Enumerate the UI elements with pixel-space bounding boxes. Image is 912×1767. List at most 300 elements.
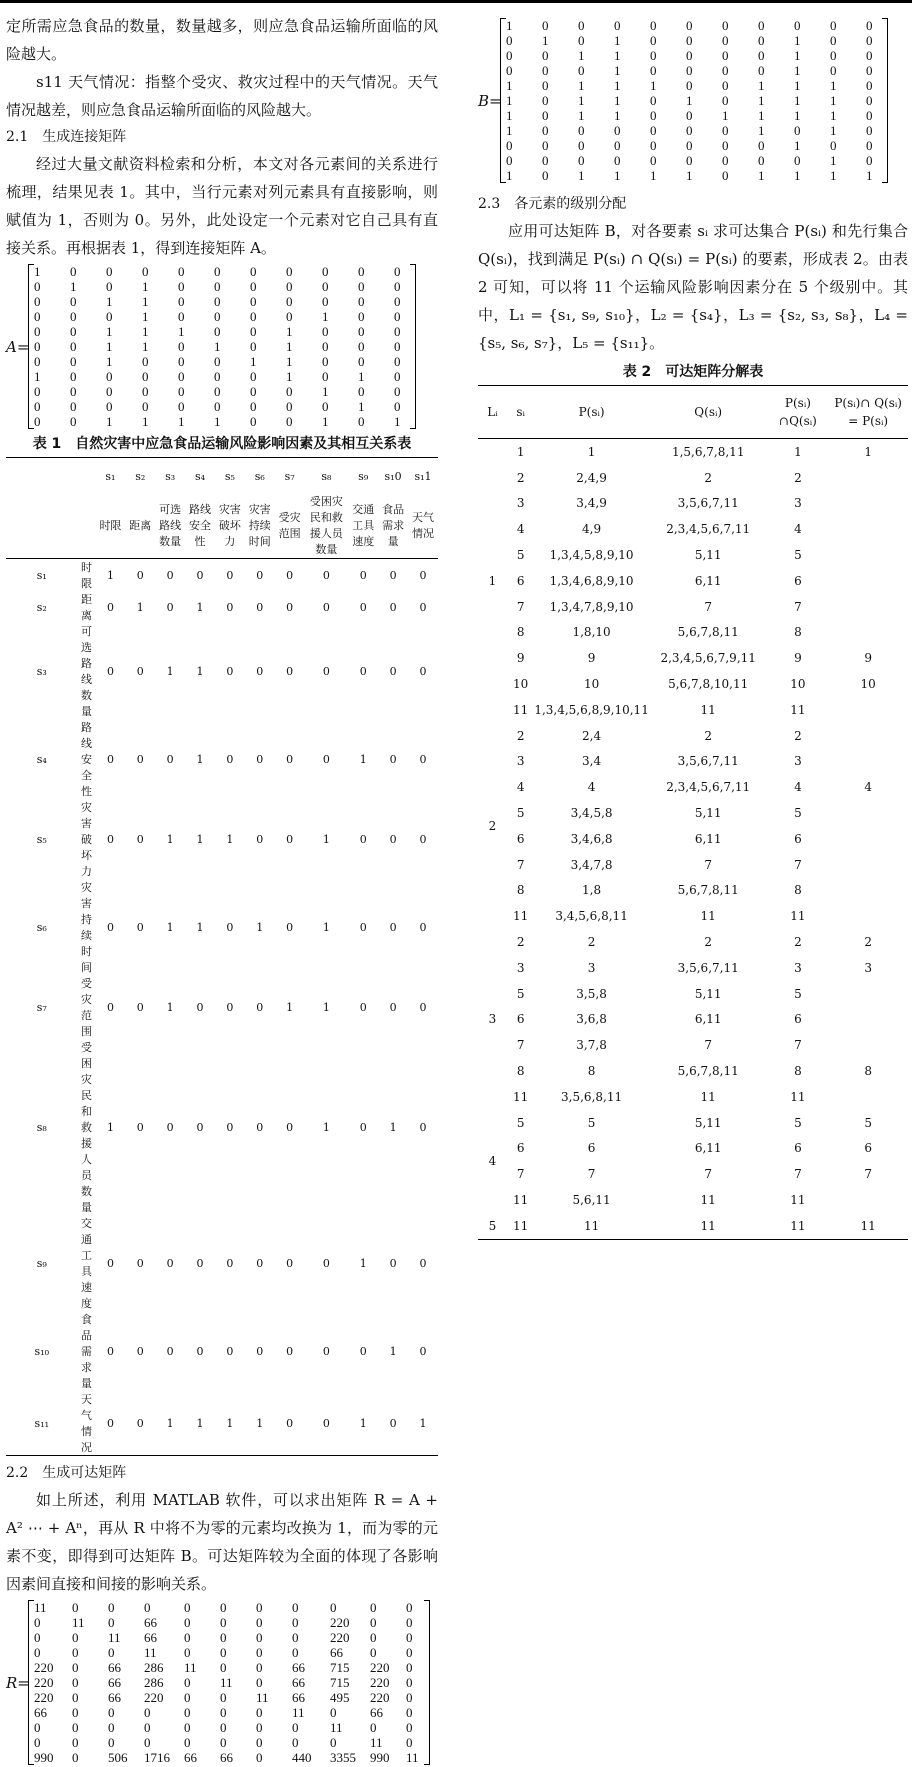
table2-header-cell: Q(sᵢ) [649, 386, 768, 439]
matrix-cell: 0 [250, 309, 257, 324]
table-cell: 0 [389, 920, 397, 934]
matrix-cell: 1 [614, 33, 621, 48]
table-cell: 0 [106, 600, 114, 614]
matrix-cell: 0 [686, 78, 693, 93]
table-row [478, 800, 908, 826]
table-row [478, 749, 908, 775]
table-cell: 4 [516, 780, 525, 795]
table-cell [828, 1084, 908, 1110]
table-cell: 0 [196, 1120, 204, 1134]
table-row [6, 879, 438, 975]
matrix-cell: 1 [830, 153, 837, 168]
table-row [478, 1161, 908, 1187]
matrix-cell: 0 [286, 309, 293, 324]
table-cell: 0 [166, 752, 174, 766]
table-cell [828, 542, 908, 568]
table-cell: 9 [794, 651, 802, 666]
matrix-cell: 0 [614, 138, 621, 153]
table-cell: 5,6,7,8,11 [677, 1064, 739, 1079]
table-cell [828, 903, 908, 929]
table-row [478, 671, 908, 697]
table-row [478, 826, 908, 852]
matrix-cell: 0 [178, 369, 185, 384]
matrix-cell: 0 [686, 18, 693, 33]
matrix-cell: 0 [72, 1630, 79, 1645]
matrix-cell: 506 [108, 1750, 128, 1765]
table-cell: 0 [106, 920, 114, 934]
table-cell: 8 [864, 1064, 872, 1079]
matrix-cell: 0 [358, 414, 365, 429]
matrix-cell: 0 [686, 123, 693, 138]
table1-col-code: s₆ [245, 458, 275, 495]
matrix-cell: 0 [506, 138, 513, 153]
level-cell: 5 [488, 1218, 497, 1233]
matrix-b-bracket [500, 18, 888, 183]
row-name: 时限 [81, 561, 93, 590]
table-cell: 6 [516, 1012, 525, 1027]
matrix-cell: 1 [542, 33, 549, 48]
table-cell: 1 [196, 664, 204, 678]
table-cell: 3,4,5,8 [570, 806, 613, 821]
matrix-cell: 0 [866, 78, 873, 93]
matrix-cell: 1 [106, 324, 113, 339]
matrix-cell: 66 [34, 1705, 47, 1720]
table-cell [828, 620, 908, 646]
matrix-cell: 0 [178, 354, 185, 369]
matrix-cell: 0 [220, 1645, 227, 1660]
matrix-cell: 1 [758, 78, 765, 93]
matrix-row [34, 1690, 424, 1705]
matrix-cell: 66 [330, 1645, 343, 1660]
row-name: 受灾范围 [81, 977, 93, 1038]
table-cell: 11 [513, 702, 529, 717]
matrix-cell: 0 [722, 123, 729, 138]
table-cell [828, 594, 908, 620]
table-cell: 0 [106, 832, 114, 846]
table-cell: 0 [359, 920, 367, 934]
table-cell: 5 [794, 806, 802, 821]
table-cell: 1 [256, 1416, 264, 1430]
matrix-cell: 0 [394, 339, 401, 354]
matrix-cell: 0 [358, 309, 365, 324]
table-row [6, 1391, 438, 1456]
table-cell: 7 [516, 599, 525, 614]
matrix-cell: 0 [614, 153, 621, 168]
matrix-cell: 1 [214, 339, 221, 354]
table-cell: 1 [196, 1416, 204, 1430]
matrix-cell: 1 [794, 48, 801, 63]
matrix-cell: 66 [370, 1705, 383, 1720]
table1-col-code: s₁0 [378, 458, 408, 495]
matrix-cell: 0 [220, 1600, 227, 1615]
matrix-cell: 0 [406, 1600, 413, 1615]
matrix-cell: 0 [108, 1615, 115, 1630]
table-cell: 0 [226, 600, 234, 614]
table-cell: 0 [106, 1000, 114, 1014]
matrix-cell: 0 [394, 279, 401, 294]
table-cell: 0 [166, 600, 174, 614]
matrix-cell: 1 [506, 168, 513, 183]
table-cell: 2 [794, 728, 802, 743]
matrix-row [34, 354, 410, 369]
matrix-cell: 0 [578, 138, 585, 153]
table-row [478, 1032, 908, 1058]
table1-col-code: s₃ [155, 458, 185, 495]
row-code: s₄ [36, 752, 47, 766]
matrix-cell: 0 [794, 123, 801, 138]
matrix-cell: 1 [322, 384, 329, 399]
matrix-cell: 0 [286, 384, 293, 399]
table-cell: 9 [864, 651, 872, 666]
matrix-cell: 0 [184, 1675, 191, 1690]
matrix-cell: 0 [322, 369, 329, 384]
row-code: s₉ [36, 1256, 47, 1270]
table-cell: 1 [322, 832, 330, 846]
table-cell: 11 [700, 909, 716, 924]
table1-col-name: 时限 [96, 494, 126, 559]
table-cell: 5,6,11 [572, 1193, 611, 1207]
table-cell: 0 [136, 1344, 144, 1358]
matrix-cell: 0 [370, 1645, 377, 1660]
matrix-cell: 11 [72, 1615, 85, 1630]
table-cell: 0 [256, 1344, 264, 1358]
matrix-cell: 0 [214, 279, 221, 294]
table-cell: 1 [196, 600, 204, 614]
table-cell: 0 [106, 752, 114, 766]
matrix-cell: 66 [108, 1675, 121, 1690]
matrix-cell: 0 [578, 63, 585, 78]
matrix-cell: 0 [250, 399, 257, 414]
matrix-cell: 1 [506, 93, 513, 108]
table-cell: 11 [700, 702, 716, 717]
table-cell: 0 [322, 600, 330, 614]
table-cell: 1,5,6,7,8,11 [671, 444, 745, 459]
matrix-cell: 0 [286, 414, 293, 429]
matrix-cell: 0 [178, 339, 185, 354]
table-cell: 6 [794, 573, 802, 588]
matrix-cell: 0 [578, 18, 585, 33]
matrix-cell: 0 [406, 1675, 413, 1690]
matrix-cell: 220 [34, 1675, 54, 1690]
table-cell: 2,3,4,5,6,7,9,11 [660, 651, 756, 666]
matrix-cell: 0 [686, 48, 693, 63]
matrix-cell: 0 [292, 1600, 299, 1615]
table-cell: 0 [389, 600, 397, 614]
matrix-cell: 1 [830, 93, 837, 108]
matrix-cell: 1 [794, 108, 801, 123]
table-cell: 0 [226, 1000, 234, 1014]
matrix-cell: 0 [214, 369, 221, 384]
matrix-cell: 1 [286, 339, 293, 354]
table-row [478, 465, 908, 491]
matrix-cell: 0 [250, 294, 257, 309]
table-cell: 0 [196, 1000, 204, 1014]
matrix-cell: 1 [106, 414, 113, 429]
matrix-cell: 0 [578, 123, 585, 138]
matrix-cell: 1 [650, 78, 657, 93]
matrix-cell: 0 [794, 153, 801, 168]
matrix-cell: 0 [256, 1735, 263, 1750]
matrix-cell: 0 [292, 1720, 299, 1735]
table-cell: 0 [286, 664, 294, 678]
table-cell: 5 [794, 986, 802, 1001]
matrix-cell: 0 [144, 1705, 151, 1720]
table-cell: 6 [516, 831, 525, 846]
matrix-row [506, 138, 882, 153]
table-cell: 0 [286, 1120, 294, 1134]
table-cell: 8 [587, 1064, 596, 1079]
matrix-b-grid [506, 18, 882, 183]
matrix-cell: 0 [406, 1720, 413, 1735]
row-name: 可选路线数量 [81, 625, 93, 718]
matrix-cell: 0 [34, 1645, 41, 1660]
matrix-cell: 1 [142, 339, 149, 354]
matrix-cell: 220 [330, 1630, 350, 1645]
table-cell: 0 [226, 664, 234, 678]
table-cell: 0 [136, 1416, 144, 1430]
matrix-cell: 1 [794, 138, 801, 153]
table-cell: 0 [389, 664, 397, 678]
matrix-cell: 0 [330, 1735, 337, 1750]
matrix-cell: 66 [144, 1630, 157, 1645]
table-cell: 0 [322, 1344, 330, 1358]
matrix-cell: 1 [578, 93, 585, 108]
matrix-cell: 0 [866, 18, 873, 33]
matrix-cell: 0 [406, 1690, 413, 1705]
table-cell: 0 [389, 1416, 397, 1430]
matrix-row [34, 1705, 424, 1720]
table-cell: 0 [196, 1256, 204, 1270]
table-cell: 1,3,4,7,8,9,10 [549, 599, 634, 614]
matrix-cell: 0 [650, 123, 657, 138]
matrix-cell: 0 [358, 354, 365, 369]
table-cell: 11 [790, 909, 806, 924]
matrix-cell: 0 [866, 108, 873, 123]
matrix-cell: 0 [34, 279, 41, 294]
matrix-cell: 0 [542, 123, 549, 138]
table-cell [828, 826, 908, 852]
matrix-cell: 0 [250, 324, 257, 339]
matrix-cell: 0 [650, 48, 657, 63]
table-cell [828, 981, 908, 1007]
matrix-cell: 0 [72, 1600, 79, 1615]
matrix-cell: 0 [406, 1615, 413, 1630]
table-cell: 5 [516, 806, 525, 821]
table-cell: 1,8,10 [572, 625, 611, 640]
matrix-cell: 0 [866, 63, 873, 78]
matrix-cell: 11 [256, 1690, 269, 1705]
matrix-cell: 0 [250, 384, 257, 399]
table-cell: 3 [516, 960, 525, 975]
matrix-cell: 1 [34, 369, 41, 384]
matrix-cell: 0 [650, 18, 657, 33]
table1-col-name: 路线安全性 [185, 494, 215, 559]
row-name: 交通工具速度 [81, 1217, 93, 1310]
table-cell: 3,7,8 [576, 1038, 607, 1053]
matrix-cell: 11 [406, 1750, 419, 1765]
table1-col-code: s₄ [185, 458, 215, 495]
matrix-cell: 0 [184, 1735, 191, 1750]
matrix-cell: 1 [394, 414, 401, 429]
matrix-cell: 1 [506, 78, 513, 93]
table-cell: 0 [226, 752, 234, 766]
matrix-cell: 0 [178, 309, 185, 324]
matrix-cell: 0 [330, 1600, 337, 1615]
matrix-cell: 0 [370, 1720, 377, 1735]
table-cell: 1 [389, 1120, 397, 1134]
table-cell: 7 [794, 599, 802, 614]
row-code: s₈ [36, 1120, 47, 1134]
table-row [6, 623, 438, 719]
table-cell: 0 [389, 832, 397, 846]
matrix-cell: 0 [144, 1735, 151, 1750]
table-cell: 4 [516, 522, 525, 537]
table-cell [828, 491, 908, 517]
matrix-cell: 0 [256, 1630, 263, 1645]
row-name: 路线安全性 [81, 721, 93, 798]
matrix-a-bracket [28, 264, 416, 429]
matrix-cell: 0 [866, 48, 873, 63]
matrix-row [34, 1675, 424, 1690]
matrix-cell: 1 [322, 414, 329, 429]
matrix-cell: 0 [542, 138, 549, 153]
table1-col-name: 灾害破坏力 [215, 494, 245, 559]
matrix-cell: 1 [142, 279, 149, 294]
matrix-a-grid [34, 264, 410, 429]
table-cell: 0 [136, 832, 144, 846]
matrix-cell: 0 [34, 309, 41, 324]
matrix-row [34, 339, 410, 354]
paragraph-level-assignment: 应用可达矩阵 B，对各要素 sᵢ 求可达集合 P(sᵢ) 和先行集合 Q(sᵢ)，找到满足 P(sᵢ) ∩ Q(sᵢ) = P(sᵢ) 的要素，形成表 2。由表 2 可知，可以将 11 个运输风险影响因素分在 5 个级别中。其中，L₁ = {s₁, s₉, s₁₀}，L₂ = {s₄}，L₃ = {s₂, s₃, s₈}，L₄ = {s₅, s₆, s₇}，L₅ = {s₁₁}。 [478, 222, 908, 352]
matrix-cell: 0 [34, 1720, 41, 1735]
table-cell: 2 [704, 470, 713, 485]
section-heading-2-2: 2.2 生成可达矩阵 [6, 1465, 127, 1481]
matrix-cell: 0 [686, 63, 693, 78]
matrix-cell: 1 [758, 108, 765, 123]
matrix-cell: 0 [322, 294, 329, 309]
matrix-cell: 0 [72, 1735, 79, 1750]
table-cell: 0 [419, 568, 427, 582]
matrix-cell: 66 [292, 1675, 305, 1690]
matrix-cell: 0 [70, 369, 77, 384]
table-cell: 1 [166, 1000, 174, 1014]
matrix-cell: 0 [34, 1630, 41, 1645]
table-cell: 3 [587, 960, 596, 975]
matrix-cell: 0 [214, 399, 221, 414]
row-code: s₁₁ [34, 1416, 50, 1430]
matrix-cell: 0 [184, 1645, 191, 1660]
matrix-cell: 66 [144, 1615, 157, 1630]
matrix-cell: 66 [292, 1690, 305, 1705]
matrix-b-label: B= [478, 91, 502, 110]
matrix-cell: 0 [866, 153, 873, 168]
matrix-cell: 0 [358, 339, 365, 354]
matrix-cell: 715 [330, 1675, 350, 1690]
table-cell: 0 [166, 1344, 174, 1358]
table2-header-row [478, 386, 908, 439]
matrix-cell: 0 [686, 33, 693, 48]
table-cell: 6 [864, 1141, 872, 1156]
table-row [478, 645, 908, 671]
matrix-cell: 0 [220, 1735, 227, 1750]
table1-caption: 表 1 自然灾害中应急食品运输风险影响因素及其相互关系表 [32, 436, 412, 452]
table2-header-cell: P(sᵢ)∩ Q(sᵢ) = P(sᵢ) [828, 386, 908, 439]
row-code: s₁ [36, 568, 47, 582]
table-cell [828, 749, 908, 775]
matrix-cell: 220 [370, 1675, 390, 1690]
table-cell: 0 [286, 752, 294, 766]
matrix-cell: 1 [142, 324, 149, 339]
table-cell: 0 [322, 1416, 330, 1430]
matrix-cell: 0 [72, 1705, 79, 1720]
matrix-cell: 0 [542, 18, 549, 33]
table1-col-code: s₂ [125, 458, 155, 495]
matrix-cell: 1 [178, 324, 185, 339]
matrix-cell: 0 [292, 1735, 299, 1750]
table-cell [828, 568, 908, 594]
table-cell: 0 [322, 752, 330, 766]
table-cell: 6,11 [694, 573, 722, 588]
paragraph-continued: 定所需应急食品的数量，数量越多，则应急食品运输所面临的风险越大。 [6, 17, 438, 63]
table-cell: 3,4,6,8 [570, 831, 613, 846]
matrix-row [34, 1630, 424, 1645]
matrix-cell: 990 [34, 1750, 54, 1765]
matrix-cell: 0 [758, 48, 765, 63]
matrix-cell: 0 [214, 264, 221, 279]
table-cell: 0 [419, 752, 427, 766]
matrix-cell: 66 [292, 1660, 305, 1675]
matrix-cell: 0 [108, 1735, 115, 1750]
table-cell: 1 [794, 444, 802, 459]
table-cell: 0 [136, 568, 144, 582]
matrix-cell: 0 [34, 1735, 41, 1750]
table-row [6, 591, 438, 623]
table2-caption: 表 2 可达矩阵分解表 [622, 364, 764, 380]
table-cell: 0 [359, 664, 367, 678]
table-row [478, 1136, 908, 1162]
matrix-row [506, 168, 882, 183]
matrix-cell: 220 [34, 1660, 54, 1675]
matrix-row [34, 1660, 424, 1675]
table-cell: 1 [226, 832, 234, 846]
matrix-cell: 66 [108, 1690, 121, 1705]
matrix-cell: 0 [722, 18, 729, 33]
matrix-cell: 0 [70, 414, 77, 429]
table-cell [828, 697, 908, 723]
table-row [478, 929, 908, 955]
matrix-cell: 1 [358, 369, 365, 384]
table-cell: 0 [389, 1000, 397, 1014]
matrix-cell: 0 [70, 309, 77, 324]
table-cell: 2,4,9 [576, 470, 607, 485]
matrix-cell: 0 [542, 168, 549, 183]
matrix-cell: 0 [406, 1630, 413, 1645]
right-column [478, 12, 908, 1240]
matrix-cell: 1 [506, 18, 513, 33]
table1-code-row [6, 458, 438, 495]
paragraph-weather: s11 天气情况：指整个受灾、救灾过程中的天气情况。天气情况越差，则应急食品运输所面临的风险越大。 [6, 73, 438, 119]
matrix-cell: 1 [578, 108, 585, 123]
matrix-row [506, 63, 882, 78]
table-cell: 11 [700, 1089, 716, 1104]
matrix-cell: 1 [758, 93, 765, 108]
matrix-cell: 0 [358, 384, 365, 399]
table1-col-code: s₈ [305, 458, 349, 495]
table-cell: 6,11 [694, 1141, 722, 1156]
matrix-row [34, 1735, 424, 1750]
table-cell: 3,5,8 [576, 986, 607, 1001]
table-cell: 2 [516, 935, 525, 950]
